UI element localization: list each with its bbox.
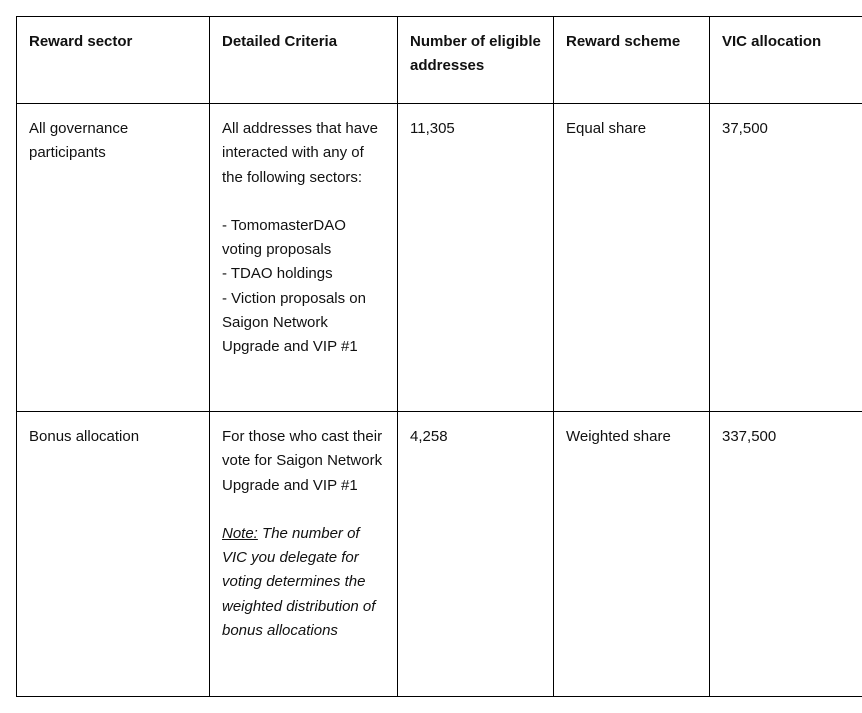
cell-vic-allocation: 337,500 xyxy=(710,412,862,697)
header-detailed-criteria: Detailed Criteria xyxy=(210,17,398,104)
cell-detailed-criteria xyxy=(210,412,398,697)
note-label: Note: xyxy=(222,525,258,542)
cell-reward-scheme: Weighted share xyxy=(554,412,710,697)
cell-detailed-criteria xyxy=(210,104,398,412)
table-row xyxy=(17,104,862,412)
cell-reward-sector: Bonus allocation xyxy=(17,412,210,697)
criteria-intro: All addresses that have interacted with any of the following sectors: xyxy=(222,117,385,190)
criteria-item: - Viction proposals on Saigon Network Upgrade and VIP #1 xyxy=(222,287,385,360)
header-reward-scheme: Reward scheme xyxy=(554,17,710,104)
criteria-item: - TDAO holdings xyxy=(222,262,385,286)
criteria-intro: For those who cast their vote for Saigon Network Upgrade and VIP #1 xyxy=(222,425,385,498)
criteria-item: - TomomasterDAO voting proposals xyxy=(222,214,385,263)
rewards-allocation-table xyxy=(16,16,862,697)
cell-vic-allocation: 37,500 xyxy=(710,104,862,412)
cell-eligible-addresses: 4,258 xyxy=(398,412,554,697)
table-row xyxy=(17,412,862,697)
cell-reward-sector: All governance participants xyxy=(17,104,210,412)
header-reward-sector: Reward sector xyxy=(17,17,210,104)
criteria-note xyxy=(222,522,385,643)
cell-eligible-addresses: 11,305 xyxy=(398,104,554,412)
table-header-row xyxy=(17,17,862,104)
note-text: The number of VIC you delegate for voting determines the weighted distribution of bonus allocations xyxy=(222,525,375,639)
cell-reward-scheme: Equal share xyxy=(554,104,710,412)
criteria-list xyxy=(222,214,385,360)
header-vic-allocation: VIC allocation xyxy=(710,17,862,104)
header-eligible-addresses: Number of eligible addresses xyxy=(398,17,554,104)
